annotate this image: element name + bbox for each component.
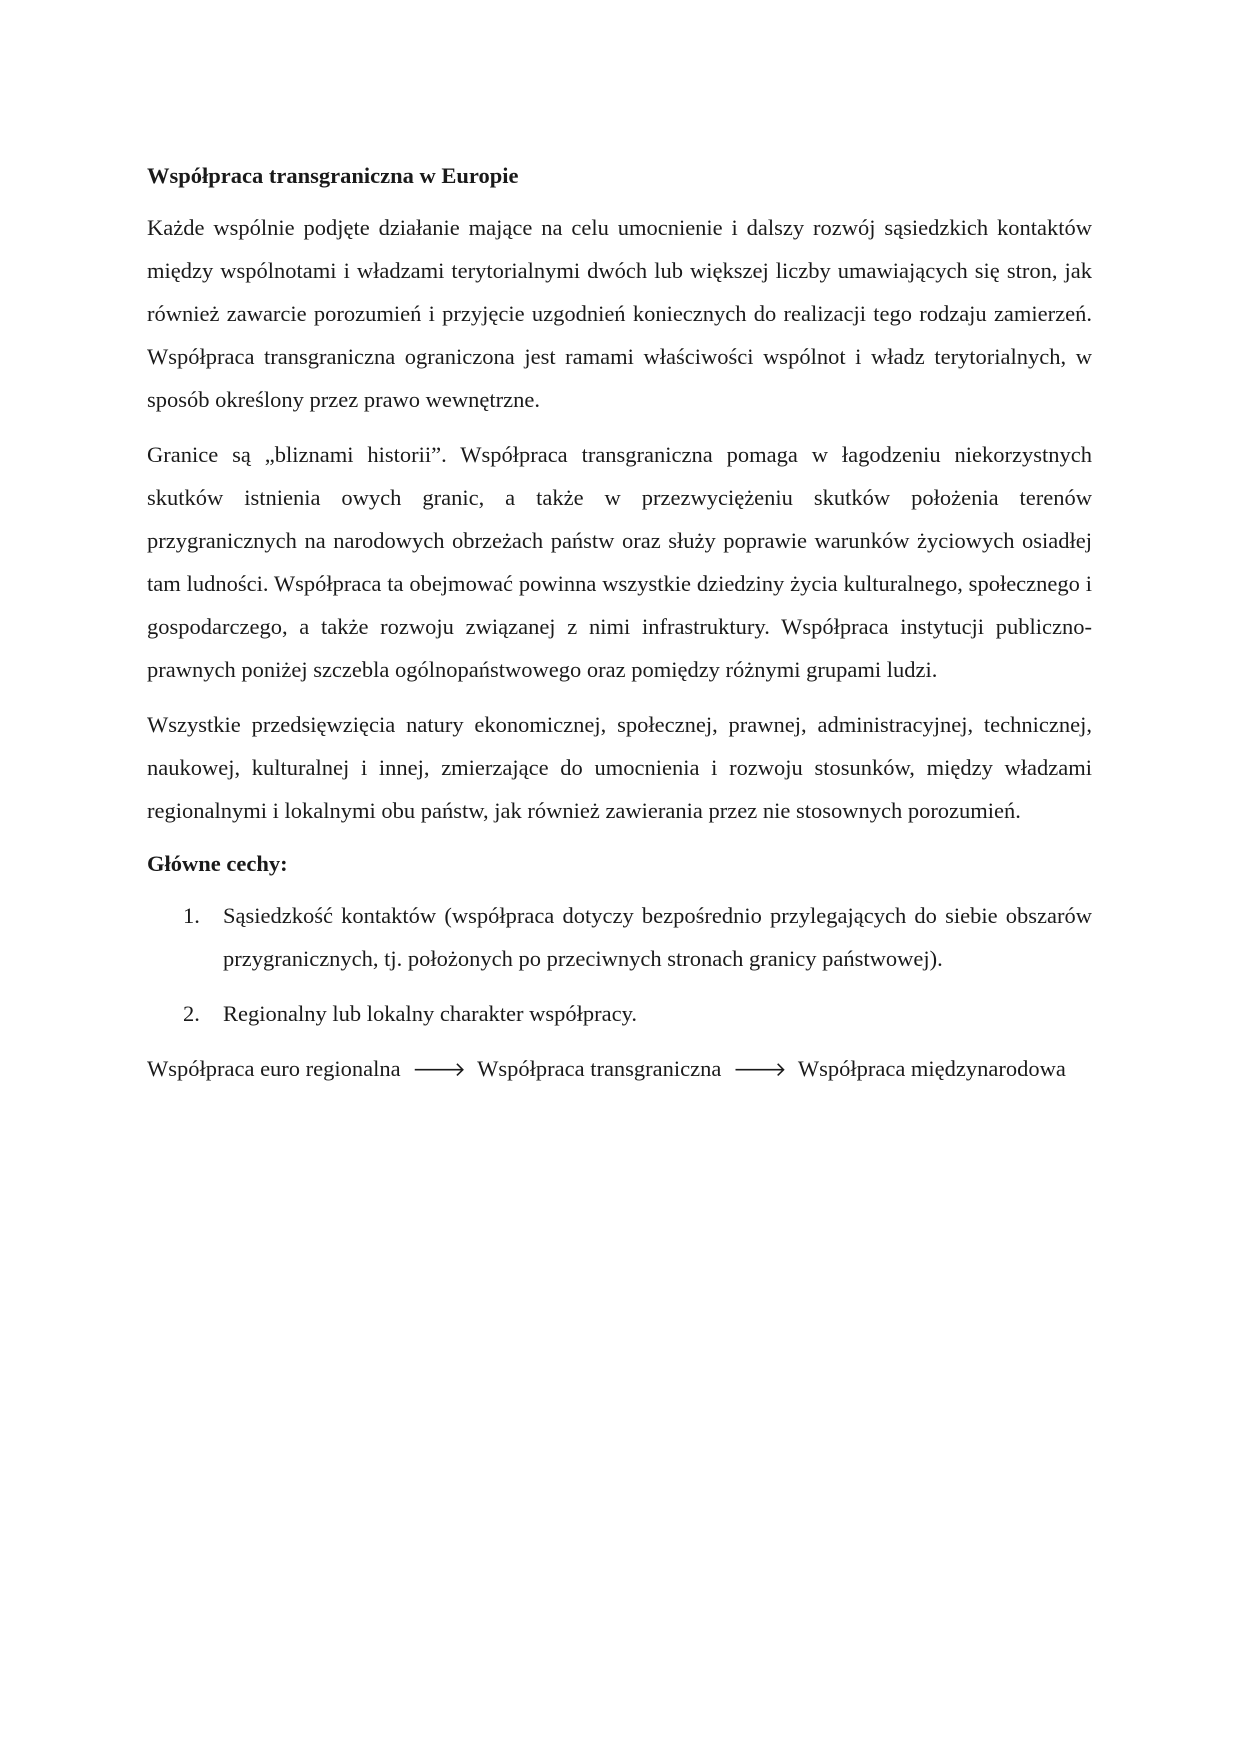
document-page [147, 156, 1092, 1091]
features-list [147, 894, 1092, 1035]
list-item-number: 2. [183, 1001, 200, 1026]
paragraph-initiatives: Wszystkie przedsięwzięcia natury ekonomicznej, społecznej, prawnej, administracyjnej, technicznej, naukowej, kulturalnej i innej, zmierzające do umocnienia i rozwoju stosunków, między władzami regionalnymi i lokalnymi obu państw, jak również zawierania przez nie stosownych porozumień. [147, 712, 1092, 823]
document-title: Współpraca transgraniczna w Europie [147, 163, 519, 188]
cooperation-flow [147, 1047, 1092, 1091]
paragraph-definition: Każde wspólnie podjęte działanie mające na celu umocnienie i dalszy rozwój sąsiedzkich kontaktów między wspólnotami i władzami terytorialnymi dwóch lub większej liczby umawiających się stron, jak również zawarcie porozumień i przyjęcie uzgodnień koniecznych do realizacji tego rodzaju zamierzeń. Współpraca transgraniczna ograniczona jest ramami właściwości wspólnot i władz terytorialnych, w sposób określony przez prawo wewnętrzne. [147, 215, 1092, 412]
flow-step-international: Współpraca międzynarodowa [797, 1056, 1066, 1081]
arrow-right-icon: 🡒 [412, 1057, 466, 1081]
flow-step-euroregional: Współpraca euro regionalna [147, 1056, 401, 1081]
list-item-number: 1. [183, 903, 200, 928]
paragraph-borders: Granice są „bliznami historii”. Współpraca transgraniczna pomaga w łagodzeniu niekorzystnych skutków istnienia owych granic, a także w przezwyciężeniu skutków położenia terenów przygranicznych na narodowych obrzeżach państw oraz służy poprawie warunków życiowych osiadłej tam ludności. Współpraca ta obejmować powinna wszystkie dziedziny życia kulturalnego, społecznego i gospodarczego, a także rozwoju związanej z nimi infrastruktury. Współpraca instytucji publiczno-prawnych poniżej szczebla ogólnopaństwowego oraz pomiędzy różnymi grupami ludzi. [147, 442, 1092, 682]
list-item [147, 894, 1092, 980]
list-item-text: Regionalny lub lokalny charakter współpracy. [223, 1001, 638, 1026]
list-item-text: Sąsiedzkość kontaktów (współpraca dotyczy bezpośrednio przylegających do siebie obszarów przygranicznych, tj. położonych po przeciwnych stronach granicy państwowej). [223, 903, 1092, 971]
flow-step-cross-border: Współpraca transgraniczna [477, 1056, 722, 1081]
features-heading: Główne cechy: [147, 851, 288, 876]
list-item [147, 992, 1092, 1035]
arrow-right-icon: 🡒 [733, 1057, 787, 1081]
